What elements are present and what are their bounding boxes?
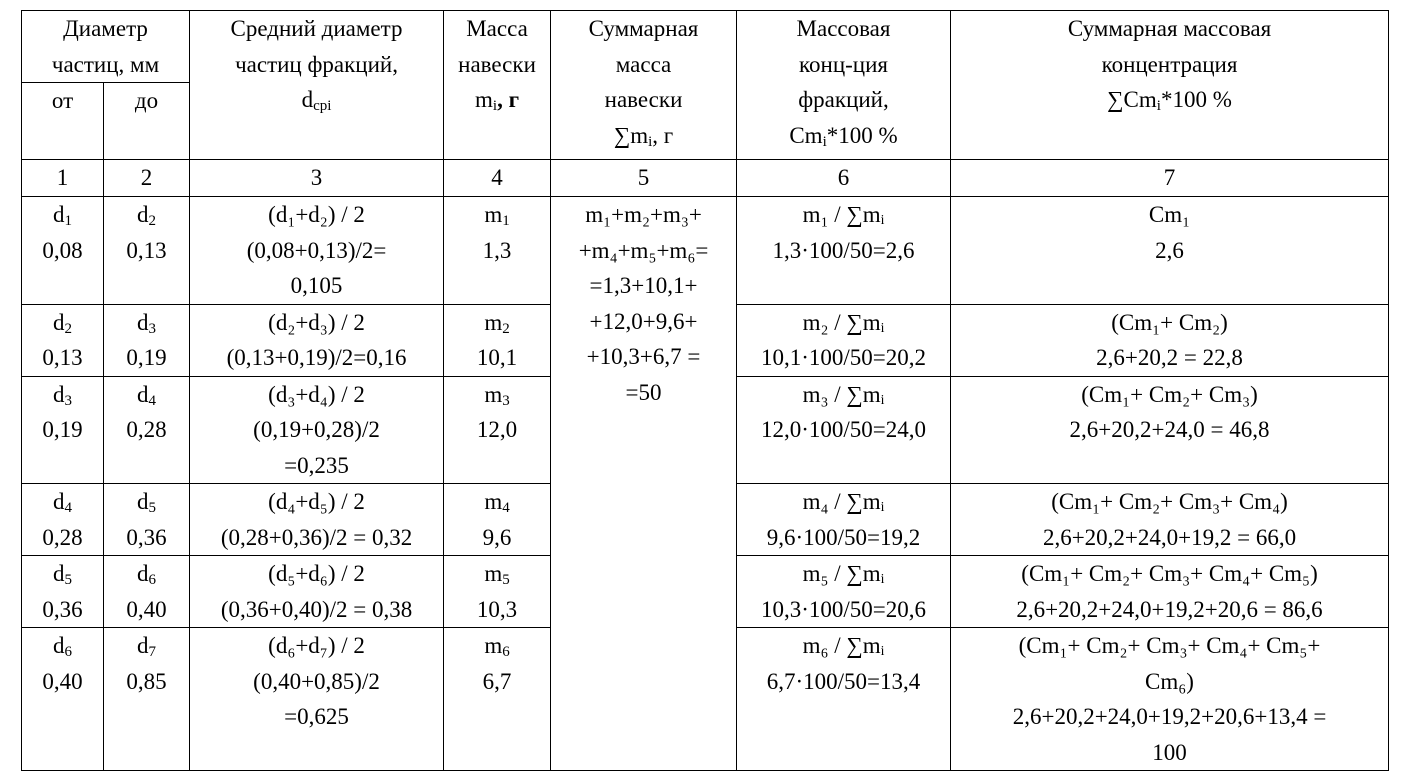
cell-diameter-to: $d_3$ 0,19 [104, 304, 190, 376]
cell-diameter-to: $d_2$ 0,13 [104, 197, 190, 305]
header-cum-line-2: концентрация [1101, 51, 1238, 77]
cell-mass: $m_3$ 12,0 [444, 376, 551, 484]
column-number-row [22, 160, 1389, 197]
cell-mass: $m_2$ 10,1 [444, 304, 551, 376]
header-cum-line-1: Суммарная массовая [1067, 16, 1272, 41]
cell-mass-concentration: m₃ / ∑mᵢ 12,0·100/50=24,0 [737, 376, 951, 484]
cell-mean-diameter: (d₄+d₅) / 2 (0,28+0,36)/2 = 0,32 [190, 484, 444, 556]
header-cumulative-concentration [951, 11, 1389, 160]
cell-mass: $m_4$ 9,6 [444, 484, 551, 556]
header-mass [444, 11, 551, 160]
cell-mass-concentration: m₅ / ∑mᵢ 10,3·100/50=20,6 [737, 556, 951, 628]
cell-diameter-to: $d_5$ 0,36 [104, 484, 190, 556]
col-number-4: 4 [444, 160, 551, 197]
header-total-mass [551, 11, 737, 160]
cell-mass: $m_6$ 6,7 [444, 628, 551, 771]
header-mass-line-3: $m_i$, г [475, 87, 520, 114]
header-total-mass-line-1: Суммарная [588, 16, 699, 41]
cell-diameter-from: $d_6$ 0,40 [22, 628, 104, 771]
header-mass-line-1: Масса [466, 16, 528, 41]
header-conc-line-3: фракций, [798, 87, 889, 112]
cell-mean-diameter: (d₆+d₇) / 2 (0,40+0,85)/2 =0,625 [190, 628, 444, 771]
cell-mass: $m_5$ 10,3 [444, 556, 551, 628]
cell-diameter-to: $d_4$ 0,28 [104, 376, 190, 484]
header-conc-line-4: $Cm_i*100$ % [789, 122, 898, 150]
header-total-mass-line-2: масса [615, 51, 672, 77]
header-total-mass-line-3: навески [604, 87, 683, 112]
cell-mean-diameter: (d₅+d₆) / 2 (0,36+0,40)/2 = 0,38 [190, 556, 444, 628]
cell-mean-diameter: (d₂+d₃) / 2 (0,13+0,19)/2=0,16 [190, 304, 444, 376]
header-to: до [104, 83, 190, 160]
cell-mean-diameter: (d₃+d₄) / 2 (0,19+0,28)/2 =0,235 [190, 376, 444, 484]
cell-cumulative-concentration: (Cm₁+ Cm₂+ Cm₃) 2,6+20,2+24,0 = 46,8 [951, 376, 1389, 484]
header-diameter-line-1: Диаметр [63, 16, 148, 41]
cell-diameter-from: $d_5$ 0,36 [22, 556, 104, 628]
cell-mass-concentration: m₁ / ∑mᵢ 1,3·100/50=2,6 [737, 197, 951, 305]
col-number-7: 7 [951, 160, 1389, 197]
header-diameter-line-2: частиц, мм [51, 51, 160, 77]
cell-diameter-from: $d_4$ 0,28 [22, 484, 104, 556]
header-conc-line-1: Массовая [796, 16, 891, 41]
cell-diameter-from: $d_3$ 0,19 [22, 376, 104, 484]
data-table [21, 10, 1389, 771]
cell-diameter-to: $d_6$ 0,40 [104, 556, 190, 628]
cell-mass-concentration: m₄ / ∑mᵢ 9,6·100/50=19,2 [737, 484, 951, 556]
cell-diameter-to: $d_7$ 0,85 [104, 628, 190, 771]
header-mass-line-2: навески [458, 51, 536, 77]
table-row [22, 197, 1389, 305]
cell-cumulative-concentration: Cm₁ 2,6 [951, 197, 1389, 305]
col-number-6: 6 [737, 160, 951, 197]
col-number-1: 1 [22, 160, 104, 197]
cell-cumulative-concentration: (Cm₁+ Cm₂+ Cm₃+ Cm₄+ Cm₅+ Cm₆) 2,6+20,2+24,0+19,2+20,6+13,4 = 100 [951, 628, 1389, 771]
cell-mean-diameter: (d₁+d₂) / 2 (0,08+0,13)/2= 0,105 [190, 197, 444, 305]
cell-mass-concentration: m₆ / ∑mᵢ 6,7·100/50=13,4 [737, 628, 951, 771]
cell-cumulative-concentration: (Cm₁+ Cm₂) 2,6+20,2 = 22,8 [951, 304, 1389, 376]
header-from: от [22, 83, 104, 160]
col-number-2: 2 [104, 160, 190, 197]
cell-mass-concentration: m₂ / ∑mᵢ 10,1·100/50=20,2 [737, 304, 951, 376]
col-number-5: 5 [551, 160, 737, 197]
header-mean-line-3: $d_{срi}$ [301, 87, 332, 114]
cell-cumulative-concentration: (Cm₁+ Cm₂+ Cm₃+ Cm₄) 2,6+20,2+24,0+19,2 = 66,0 [951, 484, 1389, 556]
cell-cumulative-concentration: (Cm₁+ Cm₂+ Cm₃+ Cm₄+ Cm₅) 2,6+20,2+24,0+19,2+20,6 = 86,6 [951, 556, 1389, 628]
cell-diameter-from: $d_1$ 0,08 [22, 197, 104, 305]
header-diameter [22, 11, 190, 83]
cell-mass: $m_1$ 1,3 [444, 197, 551, 305]
col-number-3: 3 [190, 160, 444, 197]
header-row-1 [22, 11, 1389, 83]
cell-total-mass: m₁+m₂+m₃+ +m₄+m₅+m₆= =1,3+10,1+ +12,0+9,6+ +10,3+6,7 = =50 [551, 197, 737, 771]
header-mean-line-2: частиц фракций, [235, 51, 398, 77]
header-mass-concentration [737, 11, 951, 160]
cell-diameter-from: $d_2$ 0,13 [22, 304, 104, 376]
header-conc-line-2: конц-ция [799, 51, 888, 77]
header-mean-line-1: Средний диаметр [230, 16, 403, 41]
header-total-mass-line-4: $\sum m_i$, г [613, 122, 674, 150]
header-mean-diameter [190, 11, 444, 160]
header-cum-line-3: $\sum Cm_i*100$ % [1107, 87, 1232, 114]
